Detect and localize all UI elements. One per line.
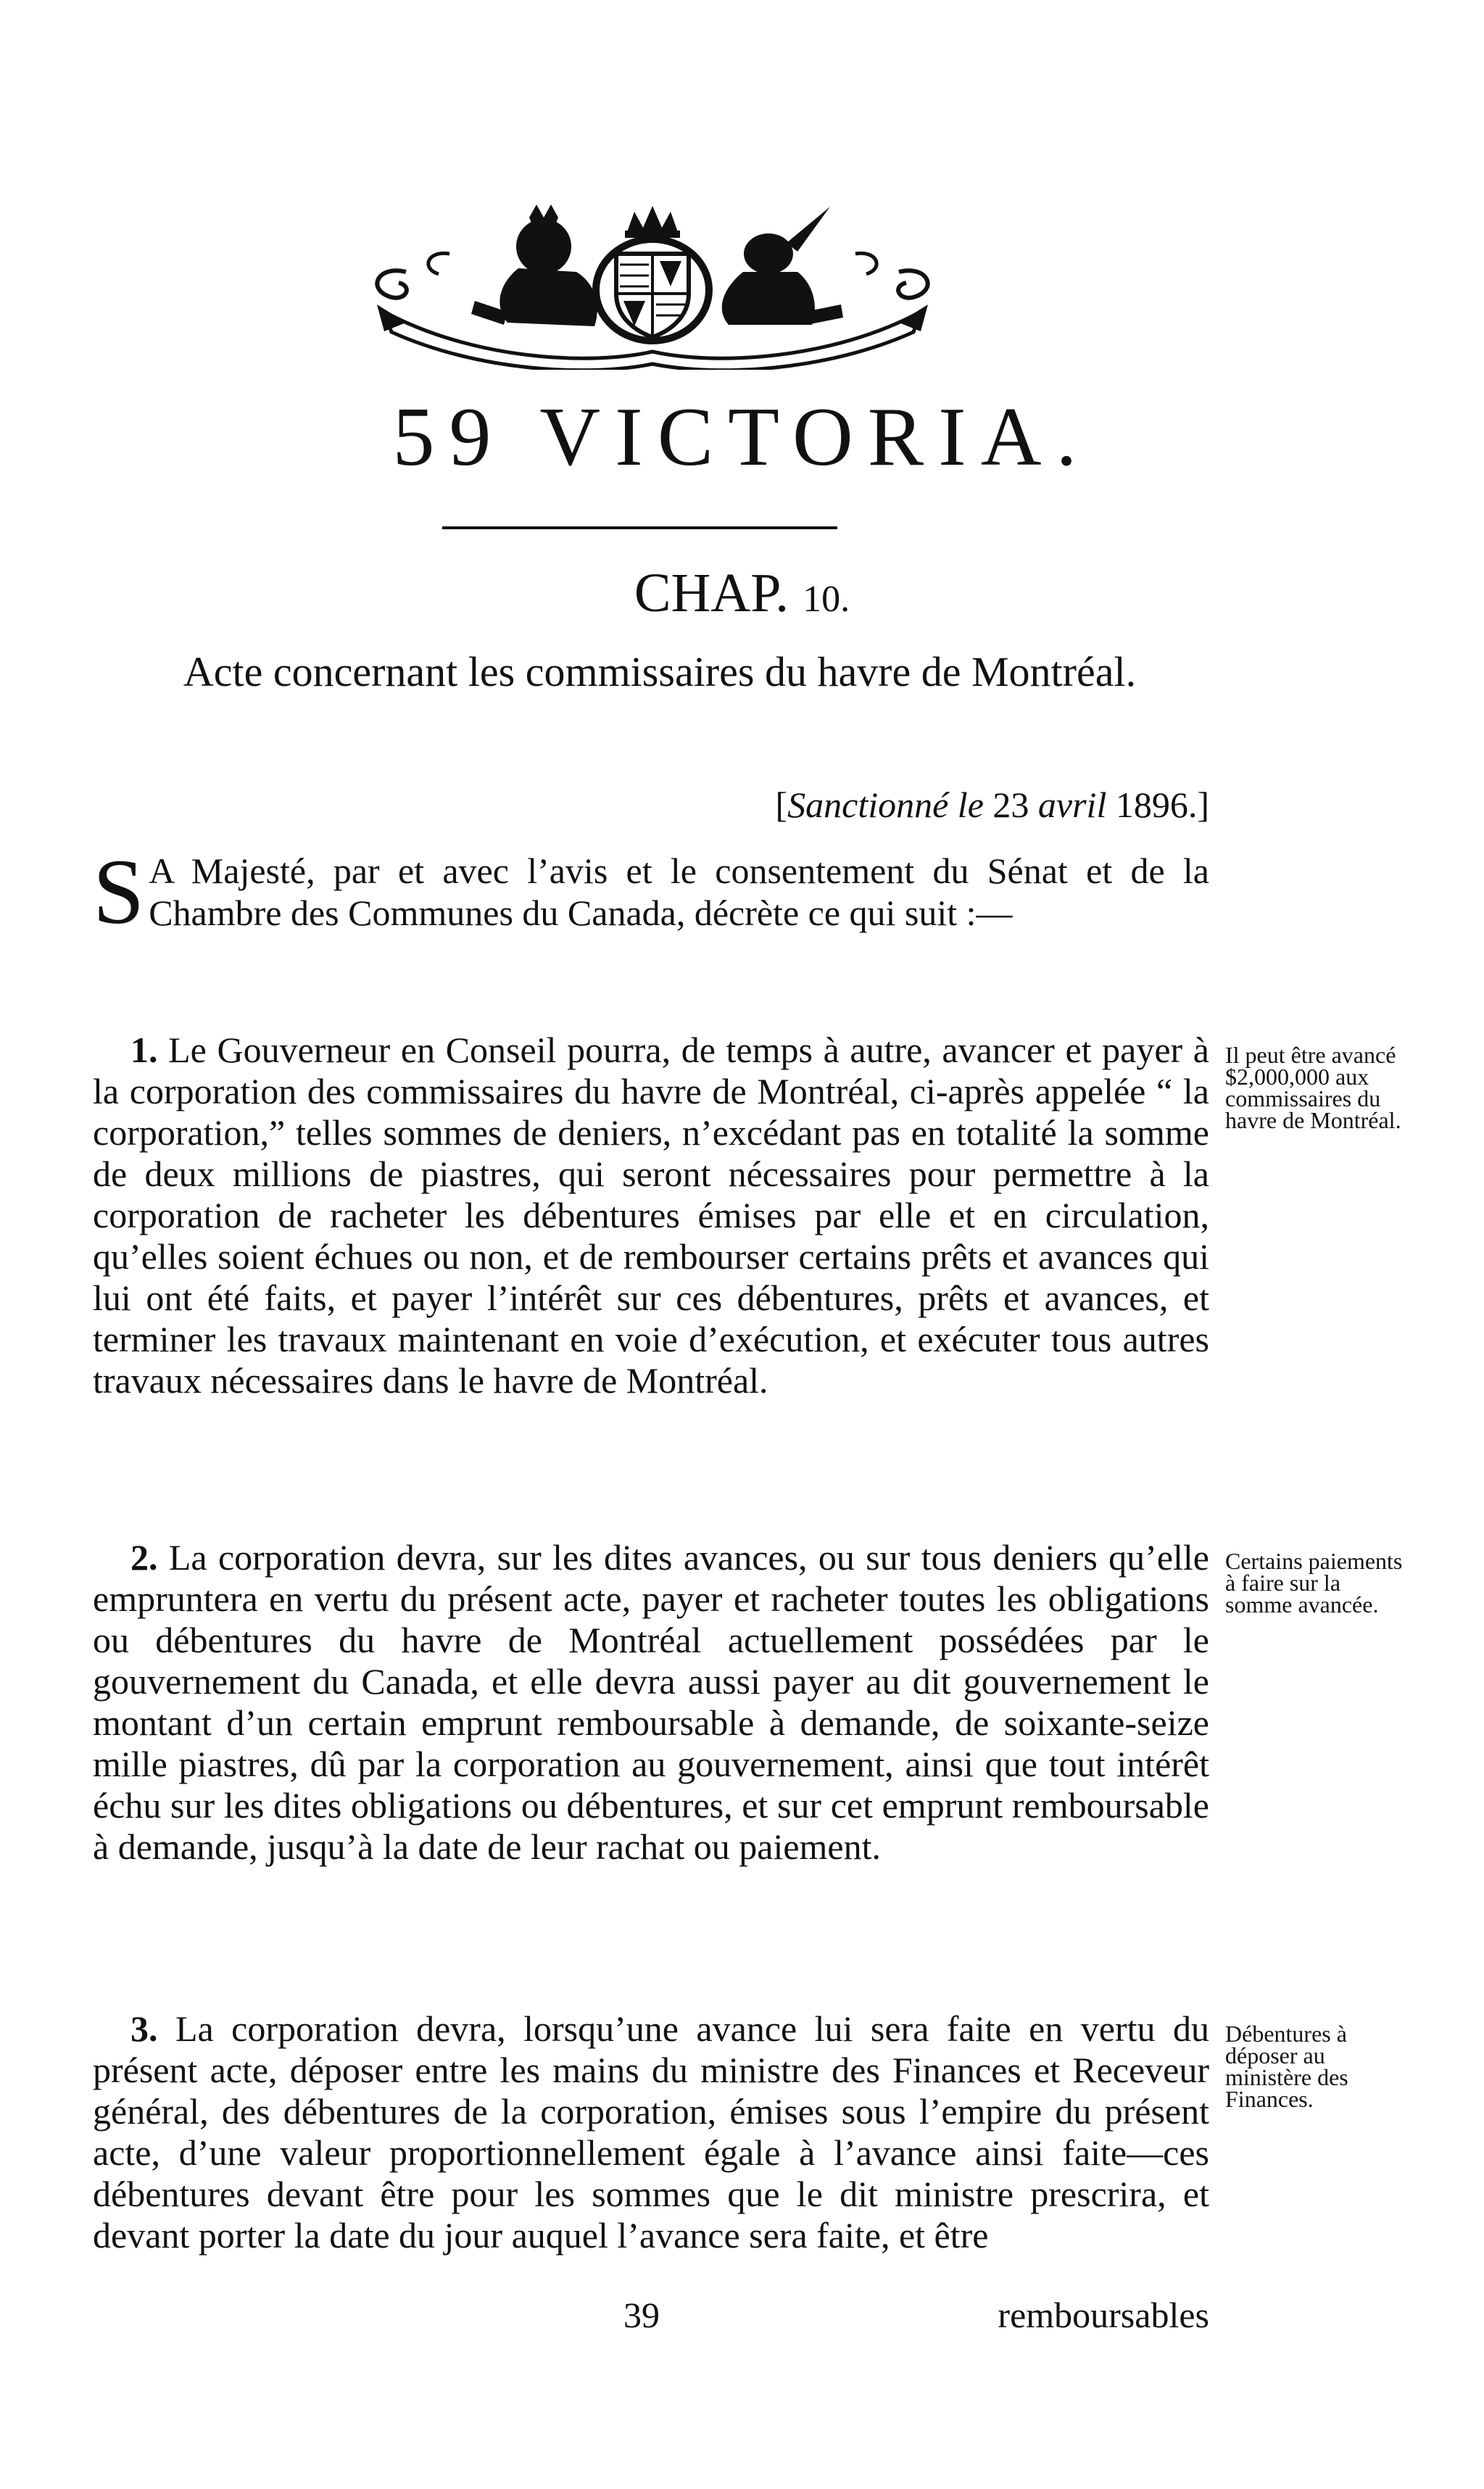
- act-title: Acte concernant les commissaires du havre de Montréal.: [183, 648, 1137, 695]
- margin-note-3: Débentures à déposer au ministère des Finances.: [1225, 2021, 1348, 2112]
- section-text: La corporation devra, lorsqu’une avance lui sera faite en vertu du présent acte, déposer entre les mains du ministre des Finances et Receveur général, des débentures de la corporation, émises sous l’empire du présent acte, d’une valeur proportionnellement égale à l’avance ainsi faite—ces débentures devant être pour les sommes que le dit ministre prescrira, et devant porter la date du jour auquel l’avance sera faite, et être: [93, 2008, 1209, 2256]
- section-text: Le Gouverneur en Conseil pourra, de temps à autre, avancer et payer à la corporation des commissaires du havre de Montréal, ci-après appelée “ la corporation,” telles sommes de deniers, n’excédant pas en totalité la somme de deux millions de piastres, qui seront nécessaires pour permettre à la corporation de racheter les débentures émises par elle et en circulation, qu’elles soient échues ou non, et de rembourser certains prêts et avances qui lui ont été faits, et payer l’intérêt sur ces débentures, prêts et avances, et terminer les travaux maintenant en voie d’exécution, et exécuter tous autres travaux nécessaires dans le havre de Montréal.: [93, 1030, 1209, 1401]
- section-2: [93, 1537, 1209, 1868]
- sanction-day: 23: [992, 784, 1029, 825]
- section-1: [93, 1030, 1209, 1401]
- preamble: [93, 840, 1209, 943]
- chapter-number: 10.: [803, 579, 850, 620]
- section-number: 1.: [130, 1030, 158, 1070]
- sanction-year: 1896.: [1115, 784, 1198, 825]
- sanction-date: [Sanctionné le 23 avril 1896.]: [775, 784, 1209, 825]
- sanction-label: Sanctionné le: [787, 784, 984, 825]
- section-number: 2.: [130, 1537, 158, 1578]
- sanction-month: avril: [1037, 784, 1107, 825]
- margin-note-2: Certains paiements à faire sur la somme avancée.: [1225, 1548, 1403, 1618]
- heading-rule: [442, 526, 837, 529]
- preamble-text: A Majesté, par et avec l’avis et le consentement du Sénat et de la Chambre des Communes du Canada, décrète ce qui suit :—: [149, 850, 1209, 933]
- regnal-year-heading: 59 VICTORIA.: [392, 391, 1092, 484]
- margin-note-1: Il peut être avancé $2,000,000 aux commissaires du havre de Montréal.: [1225, 1042, 1401, 1133]
- section-text: La corporation devra, sur les dites avances, ou sur tous deniers qu’elle empruntera en vertu du présent acte, payer et racheter toutes les obligations ou débentures du havre de Montréal actuellement possédées par le gouvernement du Canada, et elle devra aussi payer au dit gouvernement le montant d’un certain emprunt remboursable à demande, de soixante-seize mille piastres, dû par la corporation au gouvernement, ainsi que tout intérêt échu sur les dites obligations ou débentures, et sur cet emprunt remboursable à demande, jusqu’à la date de leur rachat ou paiement.: [93, 1537, 1209, 1867]
- chapter-label: CHAP.: [634, 563, 789, 624]
- section-number: 3.: [130, 2008, 158, 2049]
- royal-coat-of-arms-icon: [362, 203, 942, 370]
- page-number: 39: [623, 2295, 660, 2335]
- section-3: [93, 2008, 1209, 2256]
- dropcap: S: [93, 840, 145, 943]
- catchword: remboursables: [998, 2295, 1209, 2335]
- chapter-heading: [0, 563, 1484, 624]
